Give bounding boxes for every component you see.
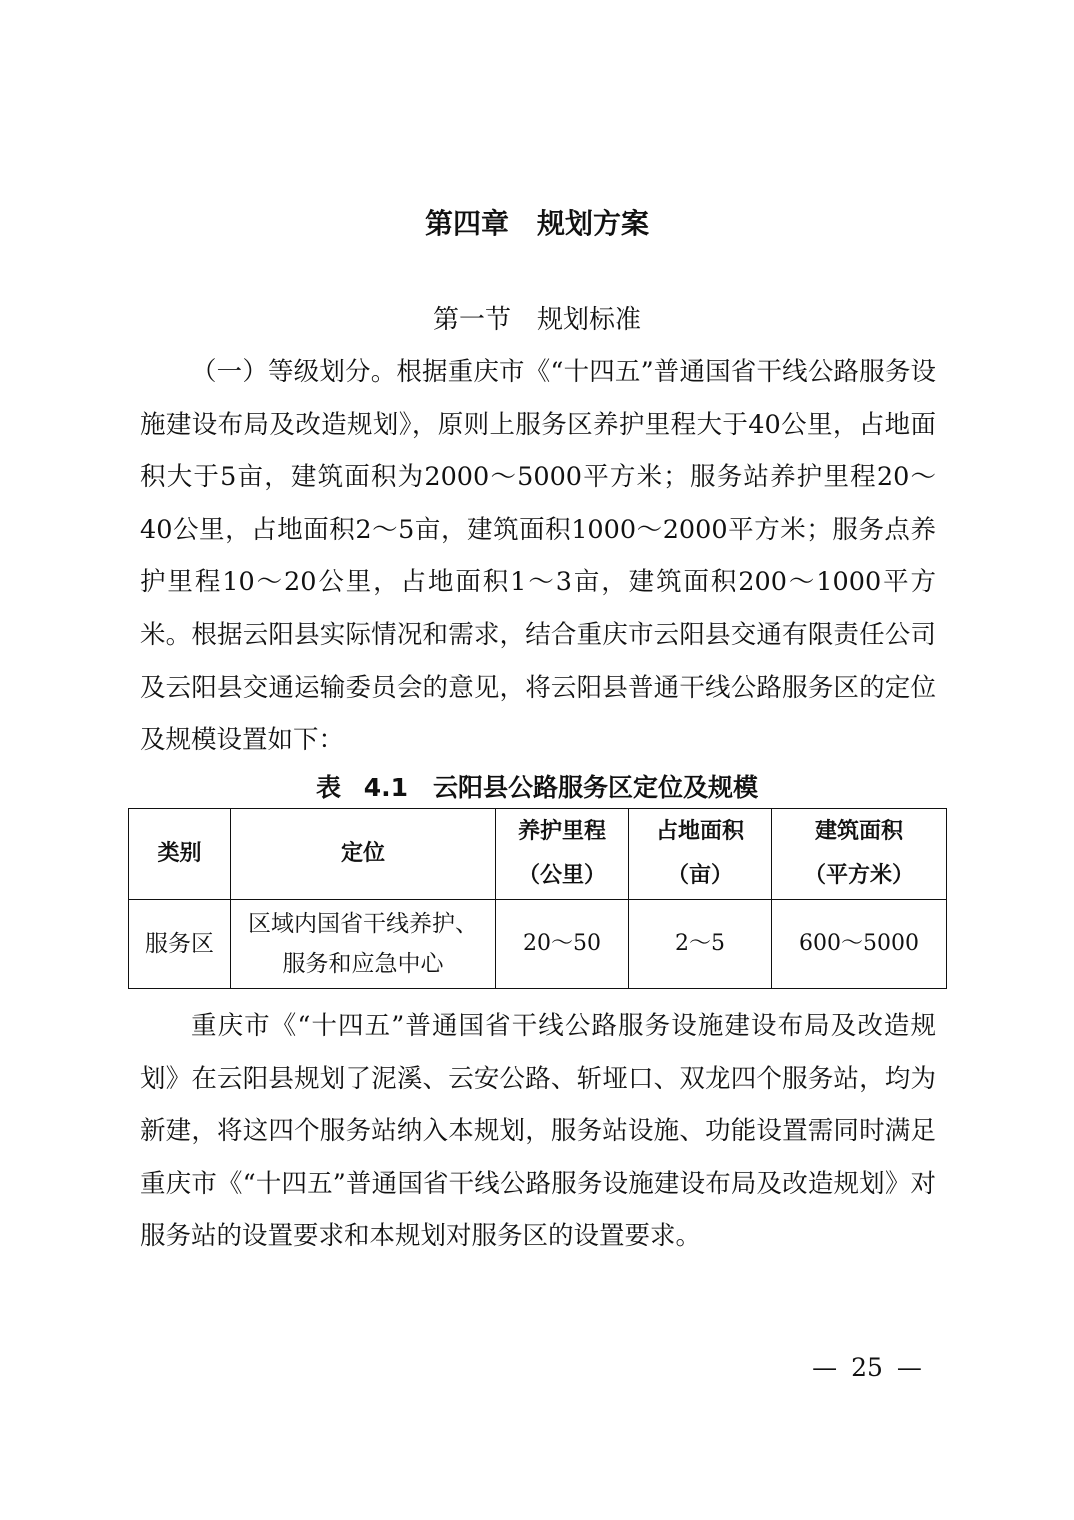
header-positioning: 定位	[231, 809, 496, 900]
cell-positioning-line2: 服务和应急中心	[282, 951, 444, 977]
paragraph-grade-division: （一）等级划分。根据重庆市《“十四五”普通国省干线公路服务设施建设布局及改造规划》，原则上服务区养护里程大于40公里，占地面积大于5亩，建筑面积为2000～5000平方米；服务站养护里程20～40公里，占地面积2～5亩，建筑面积1000～2000平方米；服务点养护里程10～20公里，占地面积1～3亩，建筑面积200～1000平方米。根据云阳县实际情况和需求，结合重庆市云阳县交通有限责任公司及云阳县交通运输委员会的意见，将云阳县普通干线公路服务区的定位及规模设置如下：	[140, 357, 936, 756]
header-mileage-name: 养护里程	[517, 819, 606, 844]
header-building-area	[772, 809, 947, 900]
cell-category: 服务区	[129, 900, 231, 989]
header-land-area-unit: （亩）	[666, 863, 733, 888]
table-row	[129, 900, 947, 989]
header-mileage	[496, 809, 629, 900]
cell-positioning-line1: 区域内国省干线养护、	[248, 911, 478, 937]
table-caption: 表 4.1 云阳县公路服务区定位及规模	[316, 773, 758, 802]
header-building-area-unit: （平方米）	[803, 863, 914, 888]
table-header-row	[129, 809, 947, 900]
chapter-title: 第四章 规划方案	[424, 207, 649, 240]
cell-positioning	[231, 900, 496, 989]
header-building-area-name: 建筑面积	[814, 819, 903, 844]
header-mileage-unit: （公里）	[517, 863, 606, 888]
paragraph-service-stations: 重庆市《“十四五”普通国省干线公路服务设施建设布局及改造规划》在云阳县规划了泥溪、云安公路、斩垭口、双龙四个服务站，均为新建，将这四个服务站纳入本规划，服务站设施、功能设置需同时满足重庆市《“十四五”普通国省干线公路服务设施建设布局及改造规划》对服务站的设置要求和本规划对服务区的设置要求。	[140, 1011, 936, 1252]
section-title: 第一节 规划标准	[432, 305, 641, 335]
service-area-table	[128, 808, 947, 989]
header-land-area-name: 占地面积	[655, 819, 744, 844]
cell-land-area: 2～5	[629, 900, 772, 989]
header-category: 类别	[129, 809, 231, 900]
cell-building-area: 600～5000	[772, 900, 947, 989]
cell-mileage: 20～50	[496, 900, 629, 989]
page-number: — 25 —	[812, 1353, 922, 1382]
header-land-area	[629, 809, 772, 900]
